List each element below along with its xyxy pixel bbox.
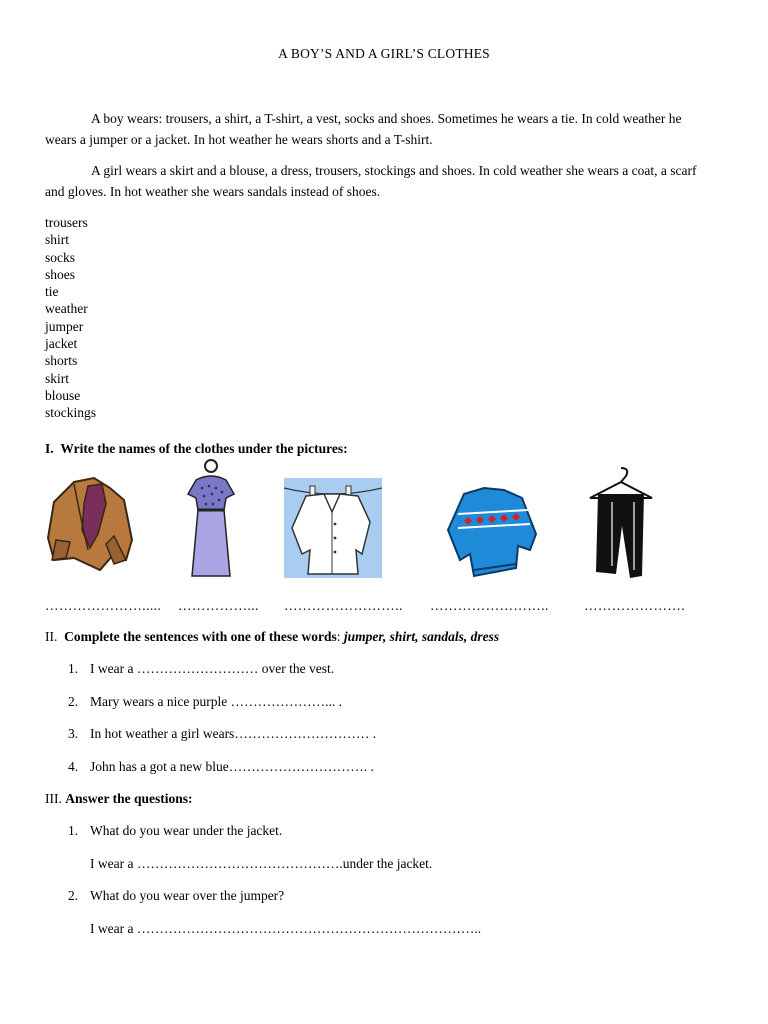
- answer-blank[interactable]: ……………...: [178, 598, 259, 613]
- page-title: A BOY’S AND A GIRL’S CLOTHES: [278, 46, 490, 61]
- vocab-item: weather: [45, 301, 88, 317]
- item-number: 4.: [68, 759, 79, 774]
- answer-line[interactable]: I wear a ……………………………………….under the jacket.: [90, 856, 433, 871]
- item-number: 2.: [68, 888, 79, 903]
- shirt-icon: [284, 478, 382, 578]
- vocab-item: shorts: [45, 353, 78, 369]
- sentence-text[interactable]: In hot weather a girl wears………………………… .: [90, 726, 377, 741]
- question-item: [68, 888, 284, 904]
- jumper-icon: [444, 484, 540, 580]
- answer-line[interactable]: I wear a …………………………………………………………………..: [90, 921, 482, 936]
- vocab-item: shoes: [45, 266, 75, 282]
- dress-icon: [182, 458, 240, 580]
- vocab-item: socks: [45, 249, 75, 265]
- vocab-item: blouse: [45, 387, 81, 403]
- question-item: [68, 823, 282, 839]
- section-number: III.: [45, 791, 62, 806]
- word-bank: jumper, shirt, sandals, dress: [343, 629, 500, 644]
- sentence-item: [68, 726, 376, 742]
- section-1-heading: [45, 441, 348, 457]
- item-number: 2.: [68, 694, 79, 709]
- vocab-item: skirt: [45, 370, 70, 386]
- vocab-item: shirt: [45, 232, 70, 248]
- paragraph-girl: A girl wears a skirt and a blouse, a dress, trousers, stockings and shoes. In cold weather she wears a coat, a scarf and gloves. In hot weather she wears sandals instead of shoes.: [45, 163, 697, 199]
- vocabulary-list: [45, 214, 96, 422]
- item-number: 1.: [68, 823, 79, 838]
- vocab-item: tie: [45, 284, 59, 300]
- sentence-text[interactable]: John has a got a new blue…………………………. .: [90, 759, 374, 774]
- answer-blank[interactable]: ……………………..: [430, 598, 549, 613]
- trousers-icon: [586, 466, 656, 582]
- section-number: I.: [45, 441, 54, 456]
- answer-blank[interactable]: ………………….....: [45, 598, 162, 613]
- sentence-text[interactable]: I wear a ……………………… over the vest.: [90, 661, 335, 676]
- item-number: 3.: [68, 726, 79, 741]
- sentence-item: [68, 661, 334, 677]
- item-number: 1.: [68, 661, 79, 676]
- sentence-item: [68, 694, 342, 710]
- section-title: Answer the questions:: [65, 791, 193, 806]
- vocab-item: trousers: [45, 215, 88, 230]
- question-text: What do you wear over the jumper?: [90, 888, 285, 903]
- vocab-item: stockings: [45, 405, 97, 421]
- question-text: What do you wear under the jacket.: [90, 823, 283, 838]
- answer-blank[interactable]: ……………………..: [284, 598, 403, 613]
- heading-colon: :: [336, 629, 341, 644]
- section-title: Complete the sentences with one of these words: [64, 629, 337, 644]
- section-number: II.: [45, 629, 58, 644]
- answer-blank[interactable]: ………………….: [584, 598, 686, 613]
- section-title: Write the names of the clothes under the pictures:: [60, 441, 348, 456]
- jacket-icon: [44, 474, 136, 574]
- section-2-heading: [45, 629, 499, 645]
- section-3-heading: [45, 791, 193, 807]
- vocab-item: jacket: [45, 336, 78, 352]
- sentence-item: [68, 759, 374, 775]
- vocab-item: jumper: [45, 318, 84, 334]
- sentence-text[interactable]: Mary wears a nice purple …………………... .: [90, 694, 342, 709]
- paragraph-boy: A boy wears: trousers, a shirt, a T-shirt, a vest, socks and shoes. Sometimes he wears a tie. In cold weather he wears a jumper or a jacket. In hot weather he wears shorts and a T-shirt.: [45, 111, 682, 147]
